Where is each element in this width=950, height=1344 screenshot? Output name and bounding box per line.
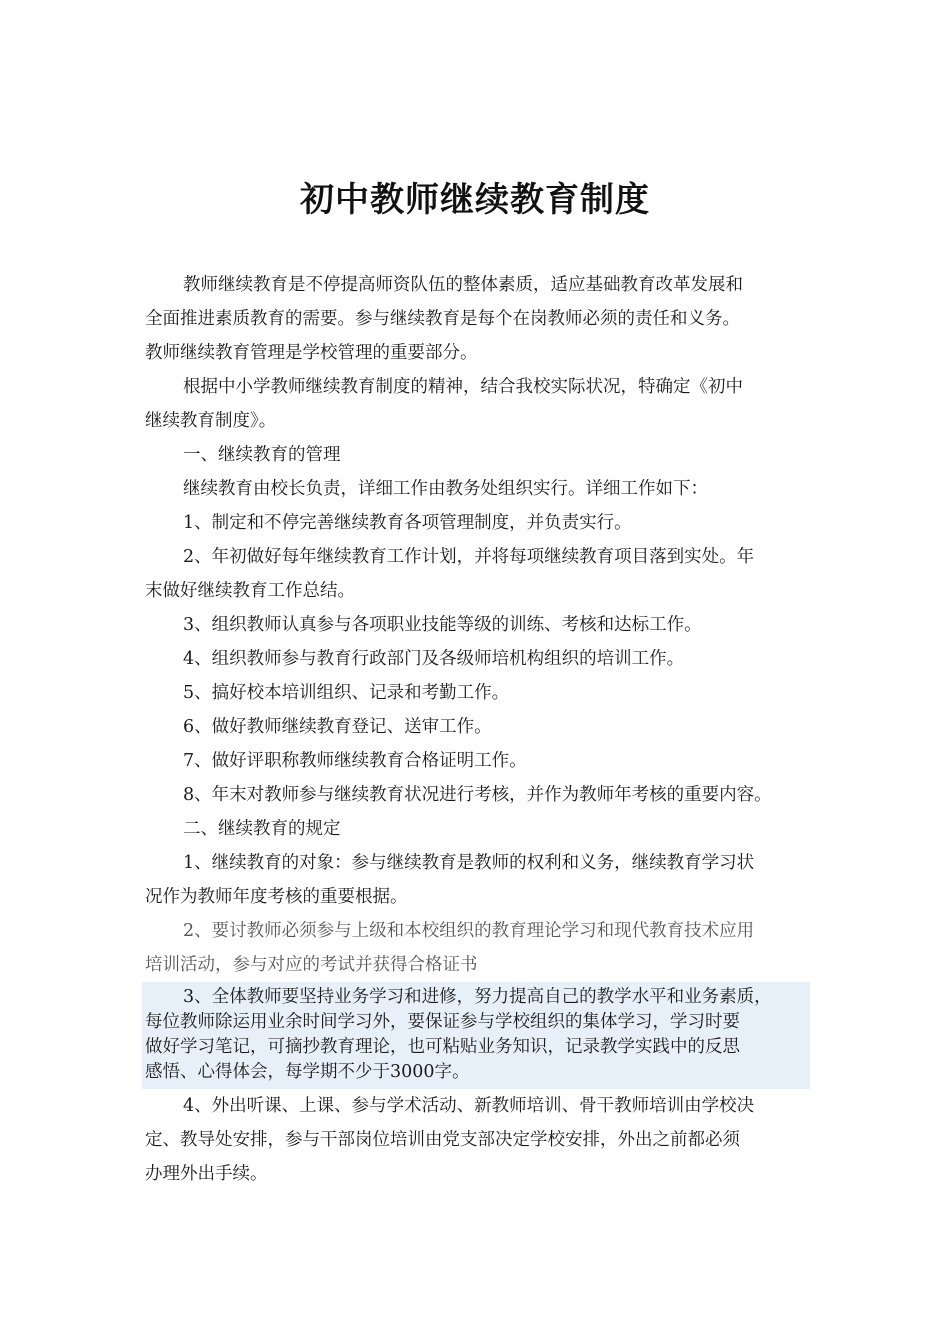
list-item: 6、做好教师继续教育登记、送审工作。 [183, 717, 492, 737]
list-item-continuation: 况作为教师年度考核的重要根据。 [145, 887, 408, 907]
list-item: 2、要讨教师必须参与上级和本校组织的教育理论学习和现代教育技术应用 [183, 921, 755, 941]
list-item: 5、搞好校本培训组织、记录和考勤工作。 [183, 683, 510, 703]
list-item-continuation: 培训活动，参与对应的考试并获得合格证书 [145, 955, 478, 975]
list-item: 1、制定和不停完善继续教育各项管理制度，并负责实行。 [183, 513, 632, 533]
list-item-continuation: 办理外出手续。 [145, 1164, 268, 1184]
paragraph-line: 教师继续教育是不停提高师资队伍的整体素质，适应基础教育改革发展和 [183, 275, 743, 295]
section-heading: 二、继续教育的规定 [183, 819, 341, 839]
document-title: 初中教师继续教育制度 [300, 180, 650, 220]
document-body [145, 268, 825, 1191]
list-item: 8、年末对教师参与继续教育状况进行考核，并作为教师年考核的重要内容。 [183, 785, 772, 805]
list-item: 3、组织教师认真参与各项职业技能等级的训练、考核和达标工作。 [183, 615, 702, 635]
paragraph-line: 根据中小学教师继续教育制度的精神，结合我校实际状况，特确定《初中 [183, 377, 743, 397]
list-item-continuation: 末做好继续教育工作总结。 [145, 581, 355, 601]
paragraph-line: 教师继续教育管理是学校管理的重要部分。 [145, 343, 478, 363]
paragraph-line: 继续教育制度》。 [145, 411, 277, 431]
list-item-continuation: 感悟、心得体会，每学期不少于3000字。 [145, 1062, 470, 1082]
list-item-continuation: 做好学习笔记，可摘抄教育理论，也可粘贴业务知识，记录教学实践中的反思 [145, 1037, 740, 1057]
list-item-continuation: 每位教师除运用业余时间学习外，要保证参与学校组织的集体学习，学习时要 [145, 1012, 740, 1032]
section-heading: 一、继续教育的管理 [183, 445, 341, 465]
highlighted-paragraph [142, 982, 810, 1089]
list-item-continuation: 定、教导处安排，参与干部岗位培训由党支部决定学校安排，外出之前都必须 [145, 1130, 740, 1150]
list-item: 1、继续教育的对象：参与继续教育是教师的权利和义务，继续教育学习状 [183, 853, 755, 873]
list-item: 4、外出听课、上课、参与学术活动、新教师培训、骨干教师培训由学校决 [183, 1096, 755, 1116]
list-item: 3、全体教师要坚持业务学习和进修，努力提高自己的教学水平和业务素质， [183, 987, 772, 1007]
paragraph-line: 全面推进素质教育的需要。参与继续教育是每个在岗教师必须的责任和义务。 [145, 309, 740, 329]
list-item: 4、组织教师参与教育行政部门及各级师培机构组织的培训工作。 [183, 649, 685, 669]
paragraph-line: 继续教育由校长负责，详细工作由教务处组织实行。详细工作如下： [183, 479, 708, 499]
list-item: 7、做好评职称教师继续教育合格证明工作。 [183, 751, 527, 771]
list-item: 2、年初做好每年继续教育工作计划，并将每项继续教育项目落到实处。年 [183, 547, 755, 567]
